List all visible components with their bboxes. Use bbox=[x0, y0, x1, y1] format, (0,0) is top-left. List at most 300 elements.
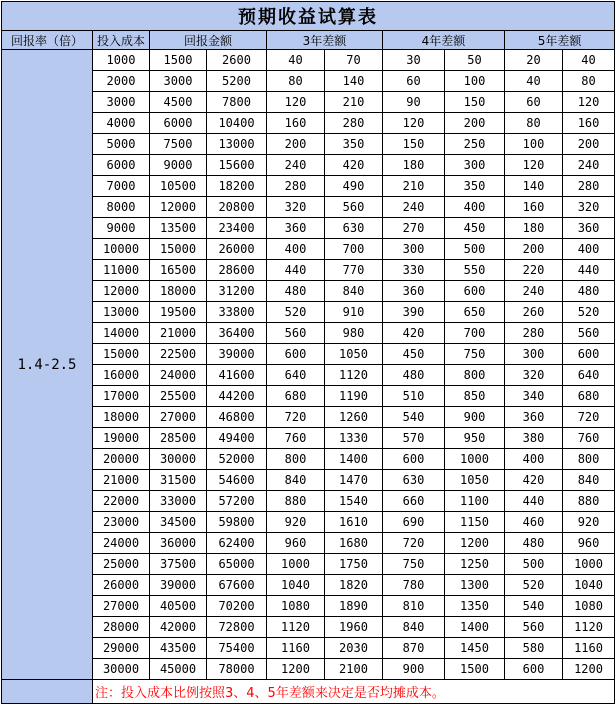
table-cell[interactable]: 260 bbox=[505, 302, 563, 323]
table-cell[interactable]: 200 bbox=[563, 134, 615, 155]
table-cell[interactable]: 7500 bbox=[150, 134, 207, 155]
table-cell[interactable]: 28000 bbox=[93, 617, 150, 638]
table-cell[interactable]: 180 bbox=[505, 218, 563, 239]
table-cell[interactable]: 480 bbox=[267, 281, 325, 302]
table-cell[interactable]: 480 bbox=[505, 533, 563, 554]
table-cell[interactable]: 49400 bbox=[207, 428, 267, 449]
table-cell[interactable]: 45000 bbox=[150, 659, 207, 680]
table-cell[interactable]: 1120 bbox=[563, 617, 615, 638]
table-cell[interactable]: 510 bbox=[383, 386, 445, 407]
table-cell[interactable]: 43500 bbox=[150, 638, 207, 659]
table-cell[interactable]: 67600 bbox=[207, 575, 267, 596]
table-cell[interactable]: 1000 bbox=[563, 554, 615, 575]
table-cell[interactable]: 78000 bbox=[207, 659, 267, 680]
table-cell[interactable]: 1350 bbox=[445, 596, 505, 617]
table-cell[interactable]: 13500 bbox=[150, 218, 207, 239]
table-cell[interactable]: 36000 bbox=[150, 533, 207, 554]
table-cell[interactable]: 2600 bbox=[207, 50, 267, 71]
table-cell[interactable]: 500 bbox=[445, 239, 505, 260]
table-cell[interactable]: 200 bbox=[445, 113, 505, 134]
table-cell[interactable]: 1250 bbox=[445, 554, 505, 575]
header-row bbox=[2, 31, 615, 50]
table-cell[interactable]: 1820 bbox=[325, 575, 383, 596]
note-text[interactable]: 注：投入成本比例按照3、4、5年差额来决定是否均摊成本。 bbox=[93, 680, 615, 704]
table-cell[interactable]: 420 bbox=[383, 323, 445, 344]
table-cell[interactable]: 660 bbox=[383, 491, 445, 512]
table-cell[interactable]: 780 bbox=[383, 575, 445, 596]
table-cell[interactable]: 12000 bbox=[93, 281, 150, 302]
table-cell[interactable]: 560 bbox=[563, 323, 615, 344]
table-cell[interactable]: 420 bbox=[325, 155, 383, 176]
table-cell[interactable]: 650 bbox=[445, 302, 505, 323]
table-cell[interactable]: 400 bbox=[267, 239, 325, 260]
table-cell[interactable]: 440 bbox=[505, 491, 563, 512]
table-cell[interactable]: 80 bbox=[563, 71, 615, 92]
table-cell[interactable]: 380 bbox=[505, 428, 563, 449]
table-cell[interactable]: 44200 bbox=[207, 386, 267, 407]
table-cell[interactable]: 3000 bbox=[150, 71, 207, 92]
returns-table bbox=[1, 1, 615, 704]
table-cell[interactable]: 700 bbox=[325, 239, 383, 260]
table-cell[interactable]: 1120 bbox=[267, 617, 325, 638]
table-cell[interactable]: 13000 bbox=[207, 134, 267, 155]
table-cell[interactable]: 24000 bbox=[93, 533, 150, 554]
table-cell[interactable]: 1160 bbox=[563, 638, 615, 659]
table-cell[interactable]: 90 bbox=[383, 92, 445, 113]
table-cell[interactable]: 340 bbox=[505, 386, 563, 407]
table-cell[interactable]: 900 bbox=[445, 407, 505, 428]
table-cell[interactable]: 680 bbox=[563, 386, 615, 407]
table-cell[interactable]: 520 bbox=[505, 575, 563, 596]
table-cell[interactable]: 52000 bbox=[207, 449, 267, 470]
table-cell[interactable]: 72800 bbox=[207, 617, 267, 638]
table-cell[interactable]: 7800 bbox=[207, 92, 267, 113]
table-cell[interactable]: 1150 bbox=[445, 512, 505, 533]
table-cell[interactable]: 600 bbox=[267, 344, 325, 365]
table-cell[interactable]: 200 bbox=[505, 239, 563, 260]
table-cell[interactable]: 1680 bbox=[325, 533, 383, 554]
table-cell[interactable]: 360 bbox=[267, 218, 325, 239]
table-cell[interactable]: 150 bbox=[383, 134, 445, 155]
table-row bbox=[2, 491, 615, 512]
table-cell[interactable]: 15000 bbox=[150, 239, 207, 260]
table-cell[interactable]: 120 bbox=[505, 155, 563, 176]
table-cell[interactable]: 900 bbox=[383, 659, 445, 680]
table-cell[interactable]: 1160 bbox=[267, 638, 325, 659]
table-cell[interactable]: 36400 bbox=[207, 323, 267, 344]
table-cell[interactable]: 120 bbox=[267, 92, 325, 113]
table-cell[interactable]: 12000 bbox=[150, 197, 207, 218]
table-cell[interactable]: 54600 bbox=[207, 470, 267, 491]
table-cell[interactable]: 880 bbox=[267, 491, 325, 512]
table-cell[interactable]: 21000 bbox=[93, 470, 150, 491]
header-diff4[interactable]: 4年差额 bbox=[383, 31, 505, 50]
table-cell[interactable]: 480 bbox=[383, 365, 445, 386]
table-row bbox=[2, 302, 615, 323]
table-cell[interactable]: 880 bbox=[563, 491, 615, 512]
table-cell[interactable]: 870 bbox=[383, 638, 445, 659]
table-cell[interactable]: 4500 bbox=[150, 92, 207, 113]
table-cell[interactable]: 1400 bbox=[445, 617, 505, 638]
table-cell[interactable]: 270 bbox=[383, 218, 445, 239]
rate-cell[interactable]: 1.4-2.5 bbox=[2, 50, 93, 680]
table-cell[interactable]: 40 bbox=[563, 50, 615, 71]
table-cell[interactable]: 360 bbox=[563, 218, 615, 239]
header-diff3[interactable]: 3年差额 bbox=[267, 31, 383, 50]
table-cell[interactable]: 5000 bbox=[93, 134, 150, 155]
table-cell[interactable]: 600 bbox=[445, 281, 505, 302]
table-cell[interactable]: 1500 bbox=[445, 659, 505, 680]
table-cell[interactable]: 10400 bbox=[207, 113, 267, 134]
table-cell[interactable]: 300 bbox=[383, 239, 445, 260]
table-cell[interactable]: 22000 bbox=[93, 491, 150, 512]
table-cell[interactable]: 580 bbox=[505, 638, 563, 659]
table-cell[interactable]: 1890 bbox=[325, 596, 383, 617]
table-cell[interactable]: 180 bbox=[383, 155, 445, 176]
table-cell[interactable]: 550 bbox=[445, 260, 505, 281]
table-cell[interactable]: 13000 bbox=[93, 302, 150, 323]
table-cell[interactable]: 440 bbox=[267, 260, 325, 281]
table-cell[interactable]: 18000 bbox=[150, 281, 207, 302]
table-cell[interactable]: 27000 bbox=[150, 407, 207, 428]
header-investment[interactable]: 投入成本 bbox=[93, 31, 150, 50]
table-cell[interactable]: 850 bbox=[445, 386, 505, 407]
table-cell[interactable]: 40 bbox=[267, 50, 325, 71]
table-cell[interactable]: 80 bbox=[505, 113, 563, 134]
table-cell[interactable]: 640 bbox=[267, 365, 325, 386]
table-cell[interactable]: 15600 bbox=[207, 155, 267, 176]
table-cell[interactable]: 9000 bbox=[150, 155, 207, 176]
table-cell[interactable]: 31200 bbox=[207, 281, 267, 302]
table-cell[interactable]: 1080 bbox=[563, 596, 615, 617]
table-cell[interactable]: 60 bbox=[383, 71, 445, 92]
header-return[interactable]: 回报金额 bbox=[150, 31, 267, 50]
table-cell[interactable]: 240 bbox=[563, 155, 615, 176]
table-cell[interactable]: 840 bbox=[563, 470, 615, 491]
table-cell[interactable]: 1200 bbox=[563, 659, 615, 680]
table-cell[interactable]: 300 bbox=[505, 344, 563, 365]
table-cell[interactable]: 560 bbox=[325, 197, 383, 218]
table-cell[interactable]: 21000 bbox=[150, 323, 207, 344]
table-cell[interactable]: 1260 bbox=[325, 407, 383, 428]
table-cell[interactable]: 640 bbox=[563, 365, 615, 386]
table-cell[interactable]: 25500 bbox=[150, 386, 207, 407]
table-cell[interactable]: 160 bbox=[563, 113, 615, 134]
table-cell[interactable]: 920 bbox=[563, 512, 615, 533]
table-cell[interactable]: 1040 bbox=[267, 575, 325, 596]
table-cell[interactable]: 26000 bbox=[93, 575, 150, 596]
table-cell[interactable]: 450 bbox=[383, 344, 445, 365]
table-cell[interactable]: 11000 bbox=[93, 260, 150, 281]
table-row bbox=[2, 659, 615, 680]
table-cell[interactable]: 160 bbox=[505, 197, 563, 218]
table-cell[interactable]: 60 bbox=[505, 92, 563, 113]
table-cell[interactable]: 980 bbox=[325, 323, 383, 344]
table-cell[interactable]: 29000 bbox=[93, 638, 150, 659]
table-cell[interactable]: 15000 bbox=[93, 344, 150, 365]
table-cell[interactable]: 800 bbox=[445, 365, 505, 386]
table-cell[interactable]: 770 bbox=[325, 260, 383, 281]
table-cell[interactable]: 960 bbox=[267, 533, 325, 554]
table-cell[interactable]: 540 bbox=[383, 407, 445, 428]
table-cell[interactable]: 59800 bbox=[207, 512, 267, 533]
table-cell[interactable]: 600 bbox=[383, 449, 445, 470]
table-cell[interactable]: 2030 bbox=[325, 638, 383, 659]
table-cell[interactable]: 560 bbox=[505, 617, 563, 638]
table-cell[interactable]: 210 bbox=[383, 176, 445, 197]
table-cell[interactable]: 520 bbox=[267, 302, 325, 323]
table-cell[interactable]: 1050 bbox=[325, 344, 383, 365]
table-cell[interactable]: 1190 bbox=[325, 386, 383, 407]
table-cell[interactable]: 33800 bbox=[207, 302, 267, 323]
table-cell[interactable]: 1000 bbox=[267, 554, 325, 575]
table-cell[interactable]: 100 bbox=[445, 71, 505, 92]
table-cell[interactable]: 3000 bbox=[93, 92, 150, 113]
table-cell[interactable]: 41600 bbox=[207, 365, 267, 386]
table-cell[interactable]: 1450 bbox=[445, 638, 505, 659]
table-cell[interactable]: 140 bbox=[505, 176, 563, 197]
table-cell[interactable]: 1120 bbox=[325, 365, 383, 386]
table-cell[interactable]: 1200 bbox=[267, 659, 325, 680]
table-row bbox=[2, 218, 615, 239]
table-cell[interactable]: 14000 bbox=[93, 323, 150, 344]
table-cell[interactable]: 750 bbox=[383, 554, 445, 575]
table-cell[interactable]: 22500 bbox=[150, 344, 207, 365]
table-cell[interactable]: 960 bbox=[563, 533, 615, 554]
table-cell[interactable]: 46800 bbox=[207, 407, 267, 428]
table-cell[interactable]: 840 bbox=[383, 617, 445, 638]
table-cell[interactable]: 690 bbox=[383, 512, 445, 533]
table-cell[interactable]: 910 bbox=[325, 302, 383, 323]
table-cell[interactable]: 280 bbox=[325, 113, 383, 134]
table-cell[interactable]: 1040 bbox=[563, 575, 615, 596]
table-cell[interactable]: 120 bbox=[383, 113, 445, 134]
table-row bbox=[2, 113, 615, 134]
table-cell[interactable]: 80 bbox=[267, 71, 325, 92]
table-cell[interactable]: 390 bbox=[383, 302, 445, 323]
table-cell[interactable]: 10000 bbox=[93, 239, 150, 260]
table-cell[interactable]: 480 bbox=[563, 281, 615, 302]
table-cell[interactable]: 16000 bbox=[93, 365, 150, 386]
table-cell[interactable]: 40 bbox=[505, 71, 563, 92]
header-diff5[interactable]: 5年差额 bbox=[505, 31, 615, 50]
table-cell[interactable]: 920 bbox=[267, 512, 325, 533]
table-cell[interactable]: 250 bbox=[445, 134, 505, 155]
table-cell[interactable]: 5200 bbox=[207, 71, 267, 92]
table-cell[interactable]: 20 bbox=[505, 50, 563, 71]
table-cell[interactable]: 19000 bbox=[93, 428, 150, 449]
table-row bbox=[2, 512, 615, 533]
table-cell[interactable]: 50 bbox=[445, 50, 505, 71]
table-cell[interactable]: 200 bbox=[267, 134, 325, 155]
table-cell[interactable]: 70200 bbox=[207, 596, 267, 617]
table-cell[interactable]: 350 bbox=[445, 176, 505, 197]
table-cell[interactable]: 330 bbox=[383, 260, 445, 281]
table-cell[interactable]: 39000 bbox=[150, 575, 207, 596]
table-cell[interactable]: 570 bbox=[383, 428, 445, 449]
table-cell[interactable]: 34500 bbox=[150, 512, 207, 533]
table-cell[interactable]: 560 bbox=[267, 323, 325, 344]
table-cell[interactable]: 62400 bbox=[207, 533, 267, 554]
table-cell[interactable]: 28500 bbox=[150, 428, 207, 449]
table-cell[interactable]: 280 bbox=[267, 176, 325, 197]
table-cell[interactable]: 6000 bbox=[93, 155, 150, 176]
table-cell[interactable]: 1300 bbox=[445, 575, 505, 596]
table-cell[interactable]: 840 bbox=[267, 470, 325, 491]
table-cell[interactable]: 37500 bbox=[150, 554, 207, 575]
table-cell[interactable]: 760 bbox=[563, 428, 615, 449]
table-cell[interactable]: 23400 bbox=[207, 218, 267, 239]
table-cell[interactable]: 57200 bbox=[207, 491, 267, 512]
table-cell[interactable]: 1080 bbox=[267, 596, 325, 617]
table-cell[interactable]: 490 bbox=[325, 176, 383, 197]
table-cell[interactable]: 320 bbox=[505, 365, 563, 386]
table-cell[interactable]: 70 bbox=[325, 50, 383, 71]
table-cell[interactable]: 9000 bbox=[93, 218, 150, 239]
table-cell[interactable]: 39000 bbox=[207, 344, 267, 365]
sheet-title[interactable]: 预期收益试算表 bbox=[2, 2, 615, 31]
table-cell[interactable]: 300 bbox=[445, 155, 505, 176]
table-cell[interactable]: 950 bbox=[445, 428, 505, 449]
table-cell[interactable]: 680 bbox=[267, 386, 325, 407]
table-cell[interactable]: 20000 bbox=[93, 449, 150, 470]
table-cell[interactable]: 800 bbox=[267, 449, 325, 470]
table-cell[interactable]: 10500 bbox=[150, 176, 207, 197]
table-row bbox=[2, 638, 615, 659]
table-cell[interactable]: 27000 bbox=[93, 596, 150, 617]
table-cell[interactable]: 19500 bbox=[150, 302, 207, 323]
table-cell[interactable]: 420 bbox=[505, 470, 563, 491]
table-row bbox=[2, 344, 615, 365]
table-cell[interactable]: 440 bbox=[563, 260, 615, 281]
table-cell[interactable]: 630 bbox=[383, 470, 445, 491]
table-row bbox=[2, 533, 615, 554]
table-cell[interactable]: 400 bbox=[445, 197, 505, 218]
table-cell[interactable]: 240 bbox=[267, 155, 325, 176]
table-row bbox=[2, 50, 615, 71]
table-cell[interactable]: 2000 bbox=[93, 71, 150, 92]
table-row bbox=[2, 596, 615, 617]
table-cell[interactable]: 1050 bbox=[445, 470, 505, 491]
table-cell[interactable]: 30000 bbox=[93, 659, 150, 680]
table-cell[interactable]: 240 bbox=[383, 197, 445, 218]
table-row bbox=[2, 134, 615, 155]
table-row bbox=[2, 92, 615, 113]
table-cell[interactable]: 750 bbox=[445, 344, 505, 365]
table-cell[interactable]: 160 bbox=[267, 113, 325, 134]
table-cell[interactable]: 360 bbox=[383, 281, 445, 302]
note-row bbox=[2, 680, 615, 704]
table-cell[interactable]: 400 bbox=[505, 449, 563, 470]
table-cell[interactable]: 26000 bbox=[207, 239, 267, 260]
table-row bbox=[2, 155, 615, 176]
table-cell[interactable]: 25000 bbox=[93, 554, 150, 575]
table-cell[interactable]: 1500 bbox=[150, 50, 207, 71]
table-cell[interactable]: 140 bbox=[325, 71, 383, 92]
table-cell[interactable]: 600 bbox=[505, 659, 563, 680]
table-cell[interactable]: 1100 bbox=[445, 491, 505, 512]
table-cell[interactable]: 520 bbox=[563, 302, 615, 323]
table-cell[interactable]: 700 bbox=[445, 323, 505, 344]
table-cell[interactable]: 720 bbox=[267, 407, 325, 428]
table-row bbox=[2, 554, 615, 575]
table-cell[interactable]: 350 bbox=[325, 134, 383, 155]
table-cell[interactable]: 16500 bbox=[150, 260, 207, 281]
table-cell[interactable]: 100 bbox=[505, 134, 563, 155]
table-cell[interactable]: 20800 bbox=[207, 197, 267, 218]
header-rate[interactable]: 回报率（倍） bbox=[2, 31, 93, 50]
table-cell[interactable]: 360 bbox=[505, 407, 563, 428]
table-cell[interactable]: 1960 bbox=[325, 617, 383, 638]
table-cell[interactable]: 150 bbox=[445, 92, 505, 113]
table-cell[interactable]: 600 bbox=[563, 344, 615, 365]
table-cell[interactable]: 4000 bbox=[93, 113, 150, 134]
table-cell[interactable]: 1330 bbox=[325, 428, 383, 449]
table-row bbox=[2, 176, 615, 197]
table-cell[interactable]: 1400 bbox=[325, 449, 383, 470]
table-cell[interactable]: 630 bbox=[325, 218, 383, 239]
table-cell[interactable]: 6000 bbox=[150, 113, 207, 134]
table-cell[interactable]: 65000 bbox=[207, 554, 267, 575]
table-row bbox=[2, 386, 615, 407]
table-cell[interactable]: 1540 bbox=[325, 491, 383, 512]
table-cell[interactable]: 460 bbox=[505, 512, 563, 533]
table-cell[interactable]: 320 bbox=[267, 197, 325, 218]
table-cell[interactable]: 18000 bbox=[93, 407, 150, 428]
table-cell[interactable]: 24000 bbox=[150, 365, 207, 386]
table-cell[interactable]: 42000 bbox=[150, 617, 207, 638]
table-cell[interactable]: 1470 bbox=[325, 470, 383, 491]
table-cell[interactable]: 1200 bbox=[445, 533, 505, 554]
table-cell[interactable]: 8000 bbox=[93, 197, 150, 218]
table-cell[interactable]: 7000 bbox=[93, 176, 150, 197]
table-cell[interactable]: 280 bbox=[505, 323, 563, 344]
table-cell[interactable]: 720 bbox=[383, 533, 445, 554]
table-cell[interactable]: 450 bbox=[445, 218, 505, 239]
table-cell[interactable]: 760 bbox=[267, 428, 325, 449]
table-cell[interactable]: 1610 bbox=[325, 512, 383, 533]
table-cell[interactable]: 17000 bbox=[93, 386, 150, 407]
table-cell[interactable]: 240 bbox=[505, 281, 563, 302]
table-cell[interactable]: 220 bbox=[505, 260, 563, 281]
table-cell[interactable]: 120 bbox=[563, 92, 615, 113]
table-cell[interactable]: 33000 bbox=[150, 491, 207, 512]
table-cell[interactable]: 2100 bbox=[325, 659, 383, 680]
table-cell[interactable]: 210 bbox=[325, 92, 383, 113]
table-cell[interactable]: 1000 bbox=[93, 50, 150, 71]
table-cell[interactable]: 1750 bbox=[325, 554, 383, 575]
table-row bbox=[2, 71, 615, 92]
table-cell[interactable]: 400 bbox=[563, 239, 615, 260]
table-cell[interactable]: 30000 bbox=[150, 449, 207, 470]
table-cell[interactable]: 320 bbox=[563, 197, 615, 218]
table-cell[interactable]: 31500 bbox=[150, 470, 207, 491]
table-cell[interactable]: 540 bbox=[505, 596, 563, 617]
table-cell[interactable]: 800 bbox=[563, 449, 615, 470]
table-cell[interactable]: 23000 bbox=[93, 512, 150, 533]
table-cell[interactable]: 500 bbox=[505, 554, 563, 575]
table-cell[interactable]: 1000 bbox=[445, 449, 505, 470]
table-cell[interactable]: 18200 bbox=[207, 176, 267, 197]
table-cell[interactable]: 28600 bbox=[207, 260, 267, 281]
table-cell[interactable]: 720 bbox=[563, 407, 615, 428]
table-cell[interactable]: 810 bbox=[383, 596, 445, 617]
table-cell[interactable]: 280 bbox=[563, 176, 615, 197]
table-cell[interactable]: 840 bbox=[325, 281, 383, 302]
table-cell[interactable]: 40500 bbox=[150, 596, 207, 617]
table-cell[interactable]: 30 bbox=[383, 50, 445, 71]
table-cell[interactable]: 75400 bbox=[207, 638, 267, 659]
